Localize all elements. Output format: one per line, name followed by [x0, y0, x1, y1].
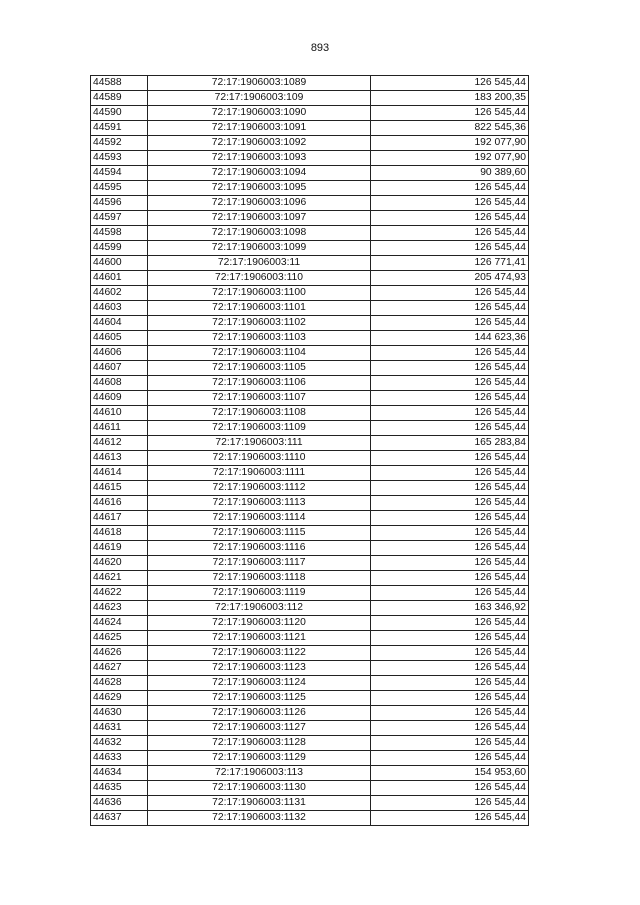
- table-row: [91, 586, 529, 601]
- row-number-cell: 44602: [91, 286, 148, 301]
- cadastral-number-cell: 72:17:1906003:1129: [148, 751, 371, 766]
- cadastral-number-cell: 72:17:1906003:1104: [148, 346, 371, 361]
- table-row: [91, 226, 529, 241]
- cadastral-value-cell: 126 545,44: [371, 211, 529, 226]
- cadastral-value-cell: 144 623,36: [371, 331, 529, 346]
- cadastral-number-cell: 72:17:1906003:1097: [148, 211, 371, 226]
- cadastral-number-cell: 72:17:1906003:109: [148, 91, 371, 106]
- cadastral-number-cell: 72:17:1906003:1103: [148, 331, 371, 346]
- table-row: [91, 601, 529, 616]
- cadastral-value-cell: 126 545,44: [371, 691, 529, 706]
- cadastral-number-cell: 72:17:1906003:1099: [148, 241, 371, 256]
- cadastral-number-cell: 72:17:1906003:1131: [148, 796, 371, 811]
- table-row: [91, 616, 529, 631]
- cadastral-value-cell: 126 545,44: [371, 721, 529, 736]
- cadastral-number-cell: 72:17:1906003:1095: [148, 181, 371, 196]
- cadastral-number-cell: 72:17:1906003:1094: [148, 166, 371, 181]
- cadastral-value-cell: 90 389,60: [371, 166, 529, 181]
- table-row: [91, 661, 529, 676]
- table-row: [91, 241, 529, 256]
- row-number-cell: 44632: [91, 736, 148, 751]
- table-row: [91, 181, 529, 196]
- cadastral-value-cell: 126 545,44: [371, 631, 529, 646]
- cadastral-value-cell: 126 545,44: [371, 661, 529, 676]
- cadastral-value-cell: 126 545,44: [371, 586, 529, 601]
- table-row: [91, 286, 529, 301]
- table-row: [91, 496, 529, 511]
- cadastral-number-cell: 72:17:1906003:1114: [148, 511, 371, 526]
- row-number-cell: 44626: [91, 646, 148, 661]
- table-row: [91, 271, 529, 286]
- cadastral-value-cell: 126 545,44: [371, 181, 529, 196]
- cadastral-number-cell: 72:17:1906003:1116: [148, 541, 371, 556]
- cadastral-value-cell: 126 545,44: [371, 406, 529, 421]
- cadastral-number-cell: 72:17:1906003:1111: [148, 466, 371, 481]
- table-row: [91, 631, 529, 646]
- table-row: [91, 571, 529, 586]
- row-number-cell: 44628: [91, 676, 148, 691]
- cadastral-value-cell: 163 346,92: [371, 601, 529, 616]
- table-row: [91, 556, 529, 571]
- row-number-cell: 44592: [91, 136, 148, 151]
- cadastral-number-cell: 72:17:1906003:11: [148, 256, 371, 271]
- table-row: [91, 811, 529, 826]
- cadastral-number-cell: 72:17:1906003:1109: [148, 421, 371, 436]
- table-row: [91, 736, 529, 751]
- page-number: 893: [310, 42, 330, 54]
- cadastral-number-cell: 72:17:1906003:1124: [148, 676, 371, 691]
- row-number-cell: 44624: [91, 616, 148, 631]
- table-row: [91, 511, 529, 526]
- row-number-cell: 44595: [91, 181, 148, 196]
- row-number-cell: 44615: [91, 481, 148, 496]
- cadastral-value-cell: 126 545,44: [371, 106, 529, 121]
- table-row: [91, 526, 529, 541]
- cadastral-number-cell: 72:17:1906003:1115: [148, 526, 371, 541]
- table-row: [91, 76, 529, 91]
- row-number-cell: 44605: [91, 331, 148, 346]
- table-row: [91, 211, 529, 226]
- cadastral-value-cell: 126 545,44: [371, 706, 529, 721]
- table-row: [91, 121, 529, 136]
- table-row: [91, 721, 529, 736]
- cadastral-number-cell: 72:17:1906003:1126: [148, 706, 371, 721]
- row-number-cell: 44620: [91, 556, 148, 571]
- cadastral-value-cell: 126 545,44: [371, 796, 529, 811]
- row-number-cell: 44629: [91, 691, 148, 706]
- row-number-cell: 44637: [91, 811, 148, 826]
- cadastral-value-cell: 126 545,44: [371, 541, 529, 556]
- cadastral-value-cell: 192 077,90: [371, 136, 529, 151]
- row-number-cell: 44607: [91, 361, 148, 376]
- cadastral-number-cell: 72:17:1906003:1112: [148, 481, 371, 496]
- row-number-cell: 44618: [91, 526, 148, 541]
- cadastral-number-cell: 72:17:1906003:1093: [148, 151, 371, 166]
- cadastral-value-table: [90, 75, 529, 826]
- cadastral-value-cell: 165 283,84: [371, 436, 529, 451]
- row-number-cell: 44623: [91, 601, 148, 616]
- cadastral-value-cell: 126 545,44: [371, 466, 529, 481]
- row-number-cell: 44599: [91, 241, 148, 256]
- cadastral-value-cell: 126 545,44: [371, 736, 529, 751]
- row-number-cell: 44619: [91, 541, 148, 556]
- cadastral-value-cell: 126 545,44: [371, 811, 529, 826]
- cadastral-value-cell: 126 545,44: [371, 226, 529, 241]
- cadastral-value-cell: 183 200,35: [371, 91, 529, 106]
- table-row: [91, 646, 529, 661]
- cadastral-value-cell: 126 545,44: [371, 316, 529, 331]
- cadastral-number-cell: 72:17:1906003:1091: [148, 121, 371, 136]
- cadastral-number-cell: 72:17:1906003:112: [148, 601, 371, 616]
- table-row: [91, 421, 529, 436]
- row-number-cell: 44630: [91, 706, 148, 721]
- cadastral-number-cell: 72:17:1906003:1118: [148, 571, 371, 586]
- table-row: [91, 676, 529, 691]
- cadastral-value-cell: 126 545,44: [371, 241, 529, 256]
- row-number-cell: 44594: [91, 166, 148, 181]
- cadastral-value-cell: 192 077,90: [371, 151, 529, 166]
- cadastral-number-cell: 72:17:1906003:1108: [148, 406, 371, 421]
- cadastral-value-cell: 126 545,44: [371, 571, 529, 586]
- row-number-cell: 44593: [91, 151, 148, 166]
- row-number-cell: 44589: [91, 91, 148, 106]
- cadastral-value-cell: 126 545,44: [371, 196, 529, 211]
- row-number-cell: 44617: [91, 511, 148, 526]
- row-number-cell: 44601: [91, 271, 148, 286]
- cadastral-value-cell: 126 545,44: [371, 616, 529, 631]
- cadastral-number-cell: 72:17:1906003:111: [148, 436, 371, 451]
- cadastral-value-cell: 126 545,44: [371, 751, 529, 766]
- cadastral-value-cell: 126 545,44: [371, 391, 529, 406]
- cadastral-number-cell: 72:17:1906003:1122: [148, 646, 371, 661]
- table-row: [91, 466, 529, 481]
- row-number-cell: 44613: [91, 451, 148, 466]
- cadastral-value-cell: 126 545,44: [371, 301, 529, 316]
- table-row: [91, 346, 529, 361]
- table-row: [91, 766, 529, 781]
- table-row: [91, 331, 529, 346]
- cadastral-number-cell: 72:17:1906003:1123: [148, 661, 371, 676]
- row-number-cell: 44634: [91, 766, 148, 781]
- table-row: [91, 751, 529, 766]
- table-row: [91, 706, 529, 721]
- cadastral-value-cell: 126 545,44: [371, 496, 529, 511]
- table-row: [91, 256, 529, 271]
- row-number-cell: 44588: [91, 76, 148, 91]
- row-number-cell: 44612: [91, 436, 148, 451]
- cadastral-value-cell: 822 545,36: [371, 121, 529, 136]
- table-body: [91, 76, 529, 826]
- row-number-cell: 44603: [91, 301, 148, 316]
- cadastral-value-cell: 126 545,44: [371, 511, 529, 526]
- cadastral-value-cell: 126 545,44: [371, 646, 529, 661]
- row-number-cell: 44622: [91, 586, 148, 601]
- row-number-cell: 44633: [91, 751, 148, 766]
- cadastral-number-cell: 72:17:1906003:1089: [148, 76, 371, 91]
- row-number-cell: 44606: [91, 346, 148, 361]
- table-row: [91, 316, 529, 331]
- cadastral-number-cell: 72:17:1906003:1101: [148, 301, 371, 316]
- cadastral-number-cell: 72:17:1906003:1120: [148, 616, 371, 631]
- cadastral-number-cell: 72:17:1906003:1113: [148, 496, 371, 511]
- cadastral-number-cell: 72:17:1906003:1096: [148, 196, 371, 211]
- row-number-cell: 44598: [91, 226, 148, 241]
- cadastral-number-cell: 72:17:1906003:1092: [148, 136, 371, 151]
- row-number-cell: 44614: [91, 466, 148, 481]
- table-row: [91, 391, 529, 406]
- table-row: [91, 406, 529, 421]
- table-row: [91, 106, 529, 121]
- row-number-cell: 44590: [91, 106, 148, 121]
- cadastral-value-cell: 126 545,44: [371, 676, 529, 691]
- cadastral-value-cell: 126 545,44: [371, 451, 529, 466]
- cadastral-number-cell: 72:17:1906003:1125: [148, 691, 371, 706]
- table-row: [91, 796, 529, 811]
- cadastral-value-cell: 126 545,44: [371, 76, 529, 91]
- cadastral-value-cell: 126 545,44: [371, 556, 529, 571]
- row-number-cell: 44591: [91, 121, 148, 136]
- cadastral-number-cell: 72:17:1906003:1110: [148, 451, 371, 466]
- table-row: [91, 376, 529, 391]
- table-row: [91, 361, 529, 376]
- cadastral-number-cell: 72:17:1906003:1107: [148, 391, 371, 406]
- cadastral-number-cell: 72:17:1906003:1119: [148, 586, 371, 601]
- row-number-cell: 44625: [91, 631, 148, 646]
- row-number-cell: 44627: [91, 661, 148, 676]
- cadastral-value-cell: 126 771,41: [371, 256, 529, 271]
- table-row: [91, 481, 529, 496]
- cadastral-value-cell: 126 545,44: [371, 421, 529, 436]
- row-number-cell: 44600: [91, 256, 148, 271]
- cadastral-value-cell: 126 545,44: [371, 526, 529, 541]
- table-row: [91, 91, 529, 106]
- table-row: [91, 691, 529, 706]
- row-number-cell: 44621: [91, 571, 148, 586]
- row-number-cell: 44616: [91, 496, 148, 511]
- cadastral-number-cell: 72:17:1906003:110: [148, 271, 371, 286]
- cadastral-value-cell: 126 545,44: [371, 781, 529, 796]
- row-number-cell: 44631: [91, 721, 148, 736]
- cadastral-number-cell: 72:17:1906003:1100: [148, 286, 371, 301]
- table-row: [91, 301, 529, 316]
- table-row: [91, 136, 529, 151]
- table-row: [91, 166, 529, 181]
- table-row: [91, 451, 529, 466]
- row-number-cell: 44610: [91, 406, 148, 421]
- table-row: [91, 541, 529, 556]
- row-number-cell: 44597: [91, 211, 148, 226]
- cadastral-number-cell: 72:17:1906003:1098: [148, 226, 371, 241]
- cadastral-number-cell: 72:17:1906003:1106: [148, 376, 371, 391]
- row-number-cell: 44604: [91, 316, 148, 331]
- row-number-cell: 44608: [91, 376, 148, 391]
- cadastral-value-cell: 126 545,44: [371, 346, 529, 361]
- row-number-cell: 44609: [91, 391, 148, 406]
- cadastral-value-cell: 205 474,93: [371, 271, 529, 286]
- cadastral-number-cell: 72:17:1906003:1117: [148, 556, 371, 571]
- cadastral-value-cell: 154 953,60: [371, 766, 529, 781]
- row-number-cell: 44635: [91, 781, 148, 796]
- table-row: [91, 196, 529, 211]
- row-number-cell: 44596: [91, 196, 148, 211]
- cadastral-value-cell: 126 545,44: [371, 481, 529, 496]
- table-row: [91, 781, 529, 796]
- cadastral-number-cell: 72:17:1906003:1128: [148, 736, 371, 751]
- cadastral-number-cell: 72:17:1906003:1102: [148, 316, 371, 331]
- cadastral-number-cell: 72:17:1906003:113: [148, 766, 371, 781]
- cadastral-value-cell: 126 545,44: [371, 286, 529, 301]
- table-row: [91, 151, 529, 166]
- cadastral-number-cell: 72:17:1906003:1132: [148, 811, 371, 826]
- cadastral-number-cell: 72:17:1906003:1127: [148, 721, 371, 736]
- cadastral-number-cell: 72:17:1906003:1121: [148, 631, 371, 646]
- row-number-cell: 44636: [91, 796, 148, 811]
- cadastral-value-cell: 126 545,44: [371, 376, 529, 391]
- row-number-cell: 44611: [91, 421, 148, 436]
- cadastral-number-cell: 72:17:1906003:1105: [148, 361, 371, 376]
- cadastral-value-cell: 126 545,44: [371, 361, 529, 376]
- table-row: [91, 436, 529, 451]
- cadastral-number-cell: 72:17:1906003:1090: [148, 106, 371, 121]
- cadastral-number-cell: 72:17:1906003:1130: [148, 781, 371, 796]
